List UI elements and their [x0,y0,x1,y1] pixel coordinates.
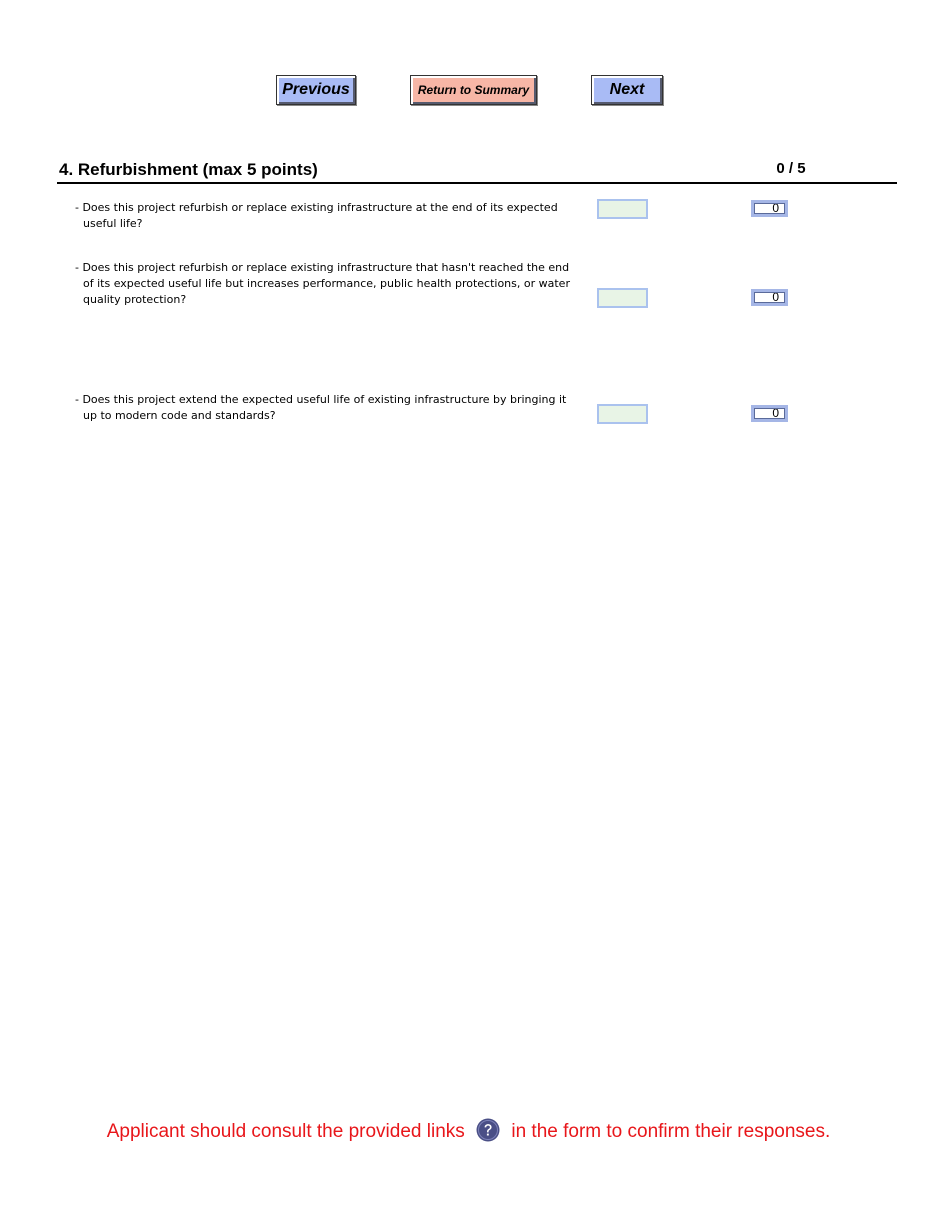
question-2-answer-input[interactable] [597,288,648,308]
question-3-text: - Does this project extend the expected useful life of existing infrastructure by bringing it up to modern code and standards? [75,393,567,422]
footer-note-text-before: Applicant should consult the provided links [106,1121,465,1142]
section-divider [57,182,897,184]
footer-note [0,1118,937,1143]
question-1-answer-input[interactable] [597,199,648,219]
question-2-points: 0 [751,289,788,306]
question-3-points: 0 [751,405,788,422]
previous-button[interactable]: Previous [276,75,356,105]
question-circle-icon[interactable] [476,1118,500,1142]
section-title: 4. Refurbishment (max 5 points) [59,160,318,179]
return-to-summary-button[interactable]: Return to Summary [410,75,537,105]
question-2-text: - Does this project refurbish or replace existing infrastructure that hasn't reached the end of its expected useful life but increases performance, public health protections, or water quality protection? [75,261,570,306]
footer-note-text-after: in the form to confirm their responses. [511,1121,831,1142]
section-score-total: 0 / 5 [776,160,806,177]
question-3-answer-input[interactable] [597,404,648,424]
next-button[interactable]: Next [591,75,663,105]
question-1-points: 0 [751,200,788,217]
question-1-text: - Does this project refurbish or replace existing infrastructure at the end of its expected useful life? [75,201,558,230]
